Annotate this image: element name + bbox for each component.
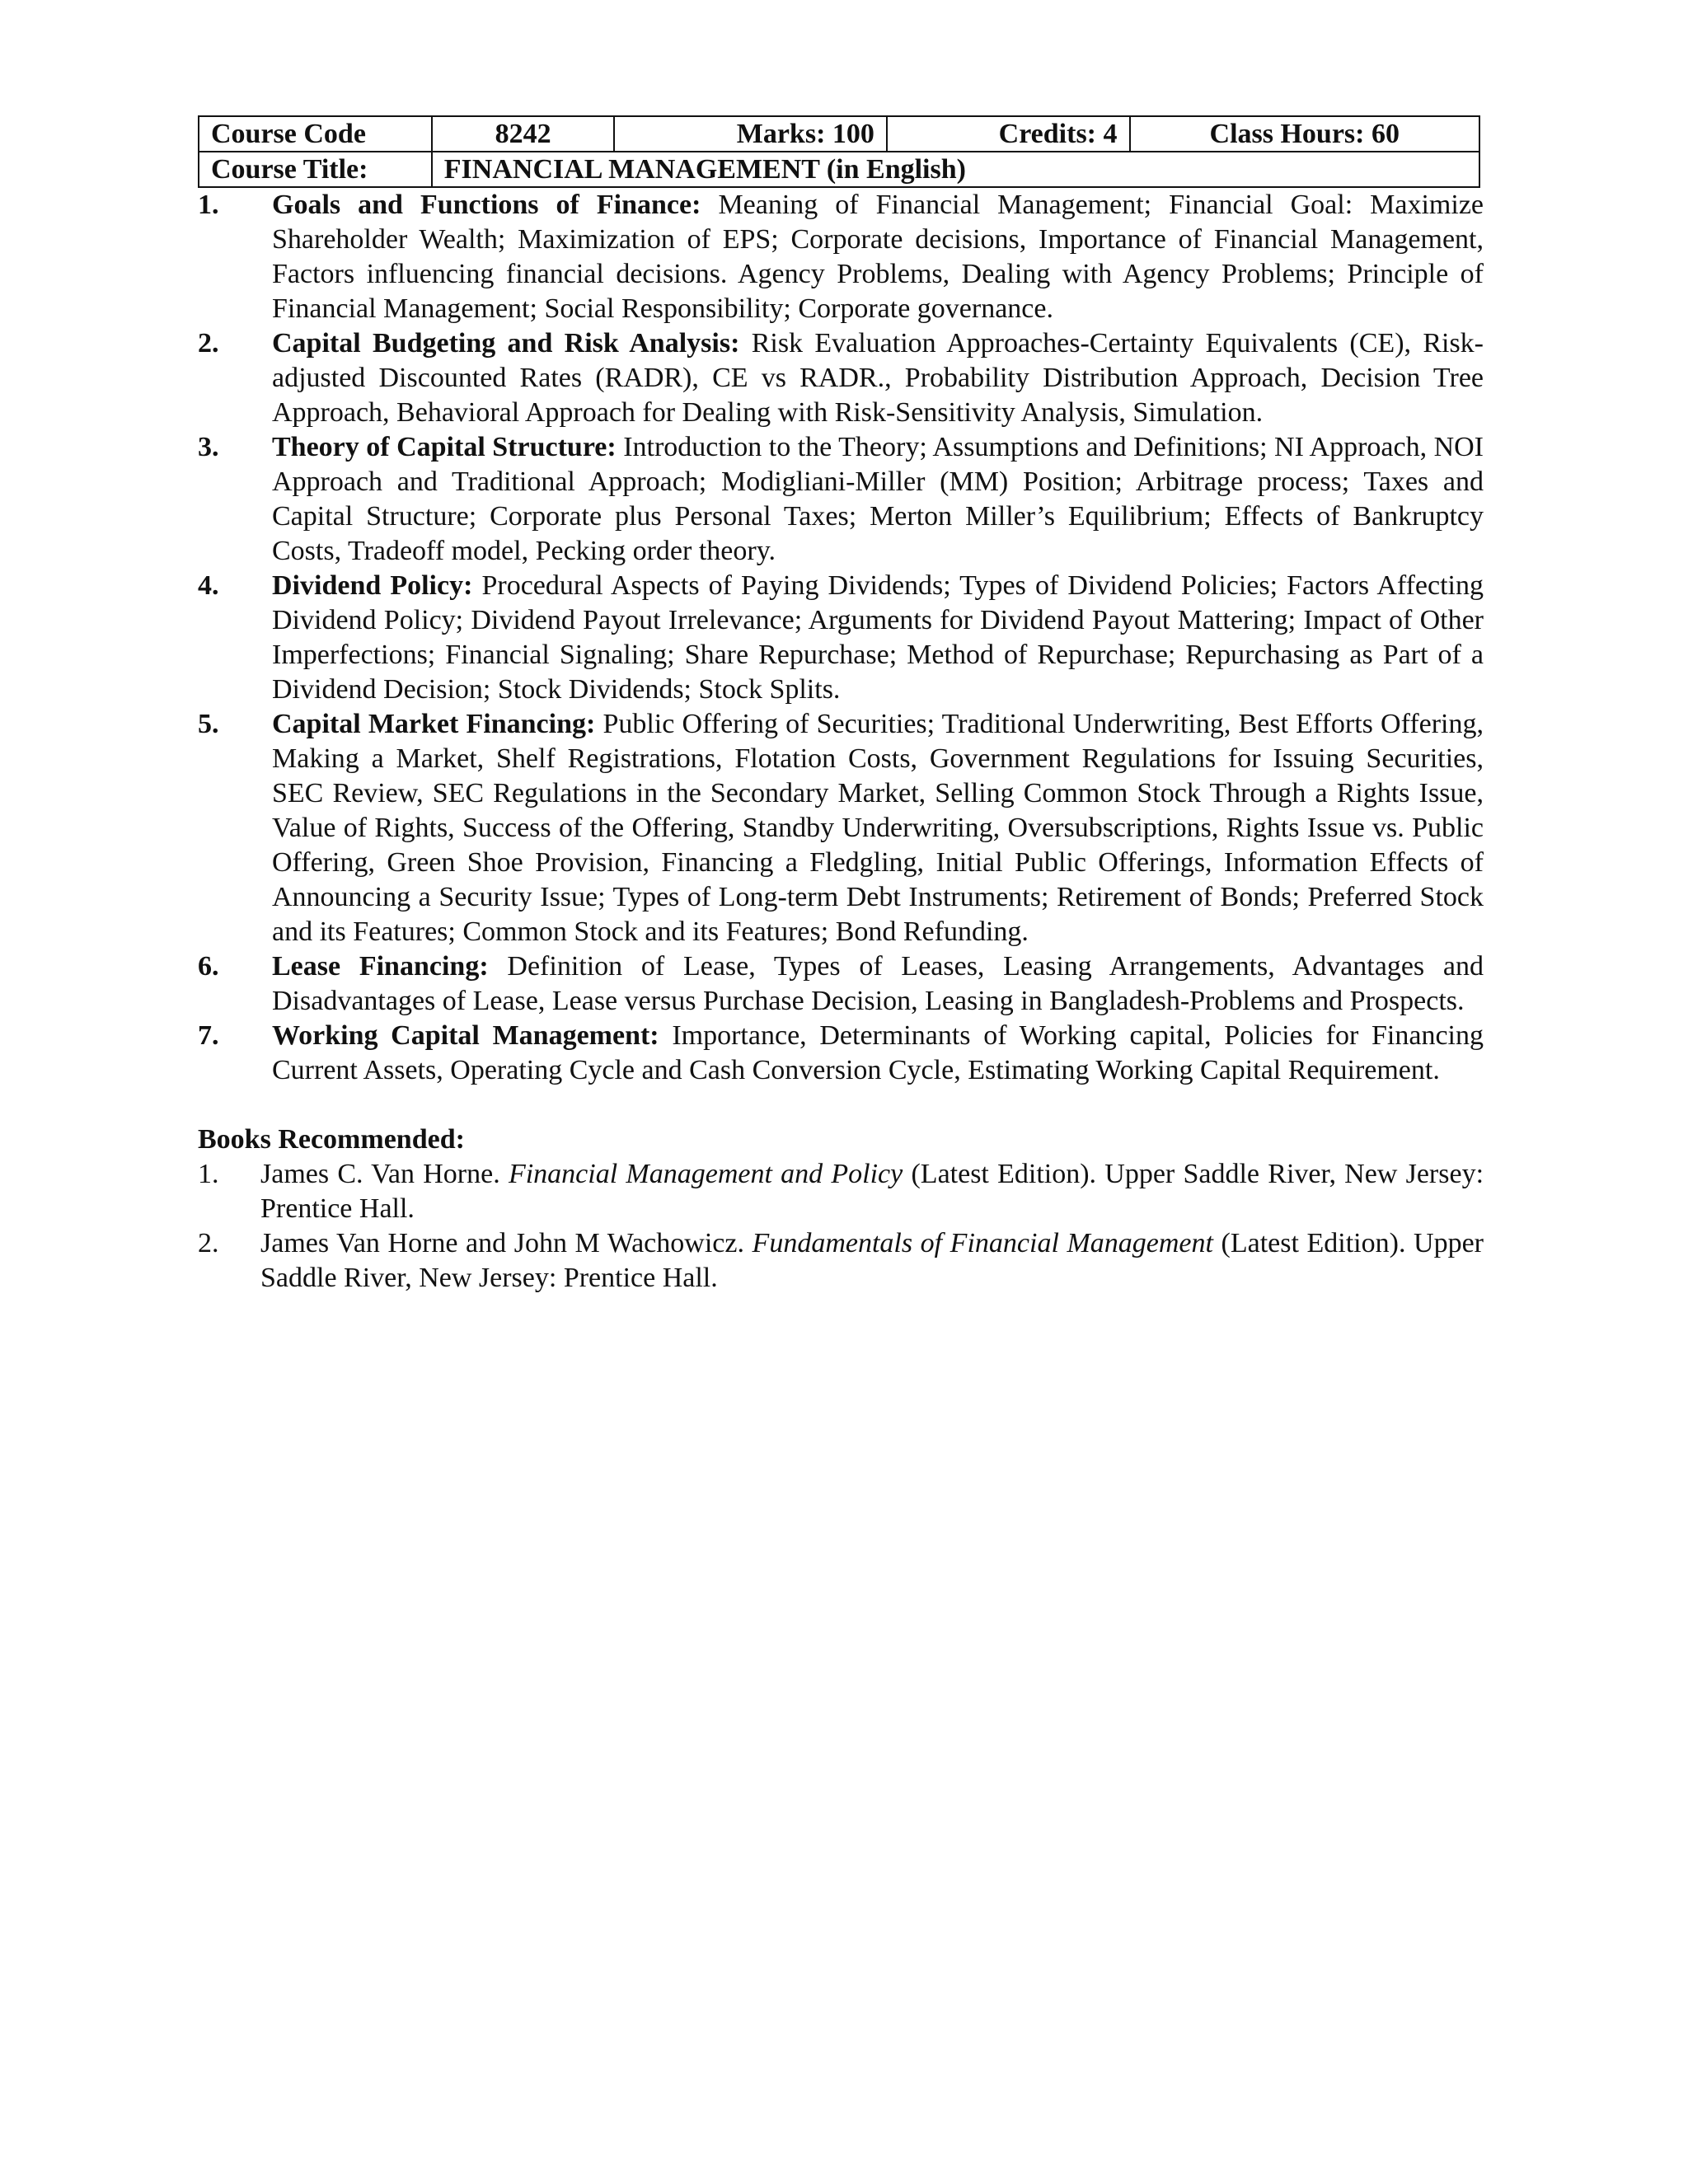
book-item <box>198 1226 1484 1296</box>
topic-number: 6. <box>198 951 219 982</box>
topic-title: Working Capital Management: <box>272 1020 659 1051</box>
topic-item <box>198 707 1484 949</box>
book-title: Fundamentals of Financial Management <box>752 1228 1213 1258</box>
topic-number: 5. <box>198 709 219 739</box>
topic-title: Lease Financing: <box>272 951 489 982</box>
topic-item <box>198 430 1484 569</box>
topic-title: Dividend Policy: <box>272 570 473 601</box>
topic-text: Importance, Determinants of Working capital, Policies for Financing Current Assets, Operating Cycle and Cash Conversion Cycle, Estimating Working Capital Requirement. <box>272 1020 1484 1085</box>
topic-text: Public Offering of Securities; Traditional Underwriting, Best Efforts Offering, Making a Market, Shelf Registrations, Flotation Costs, Government Regulations for Issuing Securities, SEC Review, SEC Regulations in the Secondary Market, Selling Common Stock Through a Rights Issue, Value of Rights, Success of the Offering, Standby Underwriting, Oversubscriptions, Rights Issue vs. Public Offering, Green Shoe Provision, Financing a Fledgling, Initial Public Offerings, Information Effects of Announcing a Security Issue; Types of Long-term Debt Instruments; Retirement of Bonds; Preferred Stock and its Features; Common Stock and its Features; Bond Refunding. <box>272 709 1484 947</box>
topic-text: Definition of Lease, Types of Leases, Leasing Arrangements, Advantages and Disadvantages of Lease, Lease versus Purchase Decision, Leasing in Bangladesh-Problems and Prospects. <box>272 951 1484 1016</box>
topic-item <box>198 326 1484 430</box>
book-list <box>198 1157 1484 1296</box>
topic-text: Procedural Aspects of Paying Dividends; Types of Dividend Policies; Factors Affecting Dividend Policy; Dividend Payout Irrelevance; Arguments for Dividend Payout Mattering; Impact of Other Imperfections; Financial Signaling; Share Repurchase; Method of Repurchase; Repurchasing as Part of a Dividend Decision; Stock Dividends; Stock Splits. <box>272 570 1484 705</box>
topic-number: 7. <box>198 1020 219 1051</box>
course-code-value: 8242 <box>432 116 615 152</box>
topic-item <box>198 949 1484 1019</box>
topic-list <box>198 188 1484 1088</box>
book-author: James C. Van Horne. <box>260 1159 500 1189</box>
syllabus-page <box>198 115 1484 1296</box>
course-code-label: Course Code <box>199 116 432 152</box>
course-title-row <box>199 152 1479 187</box>
course-title-value: FINANCIAL MANAGEMENT (in English) <box>432 152 1479 187</box>
topic-number: 3. <box>198 432 219 462</box>
book-number: 2. <box>198 1228 219 1258</box>
book-author: James Van Horne and John M Wachowicz. <box>260 1228 744 1258</box>
book-details: (Latest Edition). Upper Saddle River, New Jersey: Prentice Hall. <box>260 1159 1484 1224</box>
topic-item <box>198 1019 1484 1088</box>
book-details: (Latest Edition). Upper Saddle River, New Jersey: Prentice Hall. <box>260 1228 1484 1293</box>
course-title-label: Course Title: <box>199 152 432 187</box>
course-info-row <box>199 116 1479 152</box>
course-class-hours: Class Hours: 60 <box>1130 116 1480 152</box>
topic-title: Goals and Functions of Finance: <box>272 190 701 220</box>
books-heading: Books Recommended: <box>198 1124 465 1155</box>
topic-item <box>198 569 1484 707</box>
topic-number: 2. <box>198 328 219 359</box>
topic-text: Introduction to the Theory; Assumptions and Definitions; NI Approach, NOI Approach and Traditional Approach; Modigliani-Miller (MM) Position; Arbitrage process; Taxes and Capital Structure; Corporate plus Personal Taxes; Merton Miller’s Equilibrium; Effects of Bankruptcy Costs, Tradeoff model, Pecking order theory. <box>272 432 1484 566</box>
course-marks: Marks: 100 <box>614 116 887 152</box>
book-item <box>198 1157 1484 1226</box>
course-credits: Credits: 4 <box>887 116 1130 152</box>
topic-number: 4. <box>198 570 219 601</box>
topic-text: Meaning of Financial Management; Financial Goal: Maximize Shareholder Wealth; Maximization of EPS; Corporate decisions, Importance of Financial Management, Factors influencing financial decisions. Agency Problems, Dealing with Agency Problems; Principle of Financial Management; Social Responsibility; Corporate governance. <box>272 190 1484 324</box>
topic-item <box>198 188 1484 326</box>
topic-title: Capital Budgeting and Risk Analysis: <box>272 328 740 359</box>
book-title: Financial Management and Policy <box>508 1159 903 1189</box>
course-info-table <box>198 115 1480 188</box>
topic-text: Risk Evaluation Approaches-Certainty Equivalents (CE), Risk-adjusted Discounted Rates (RADR), CE vs RADR., Probability Distribution Approach, Decision Tree Approach, Behavioral Approach for Dealing with Risk-Sensitivity Analysis, Simulation. <box>272 328 1484 428</box>
book-number: 1. <box>198 1159 219 1189</box>
topic-title: Capital Market Financing: <box>272 709 596 739</box>
topic-title: Theory of Capital Structure: <box>272 432 617 462</box>
topic-number: 1. <box>198 190 219 220</box>
